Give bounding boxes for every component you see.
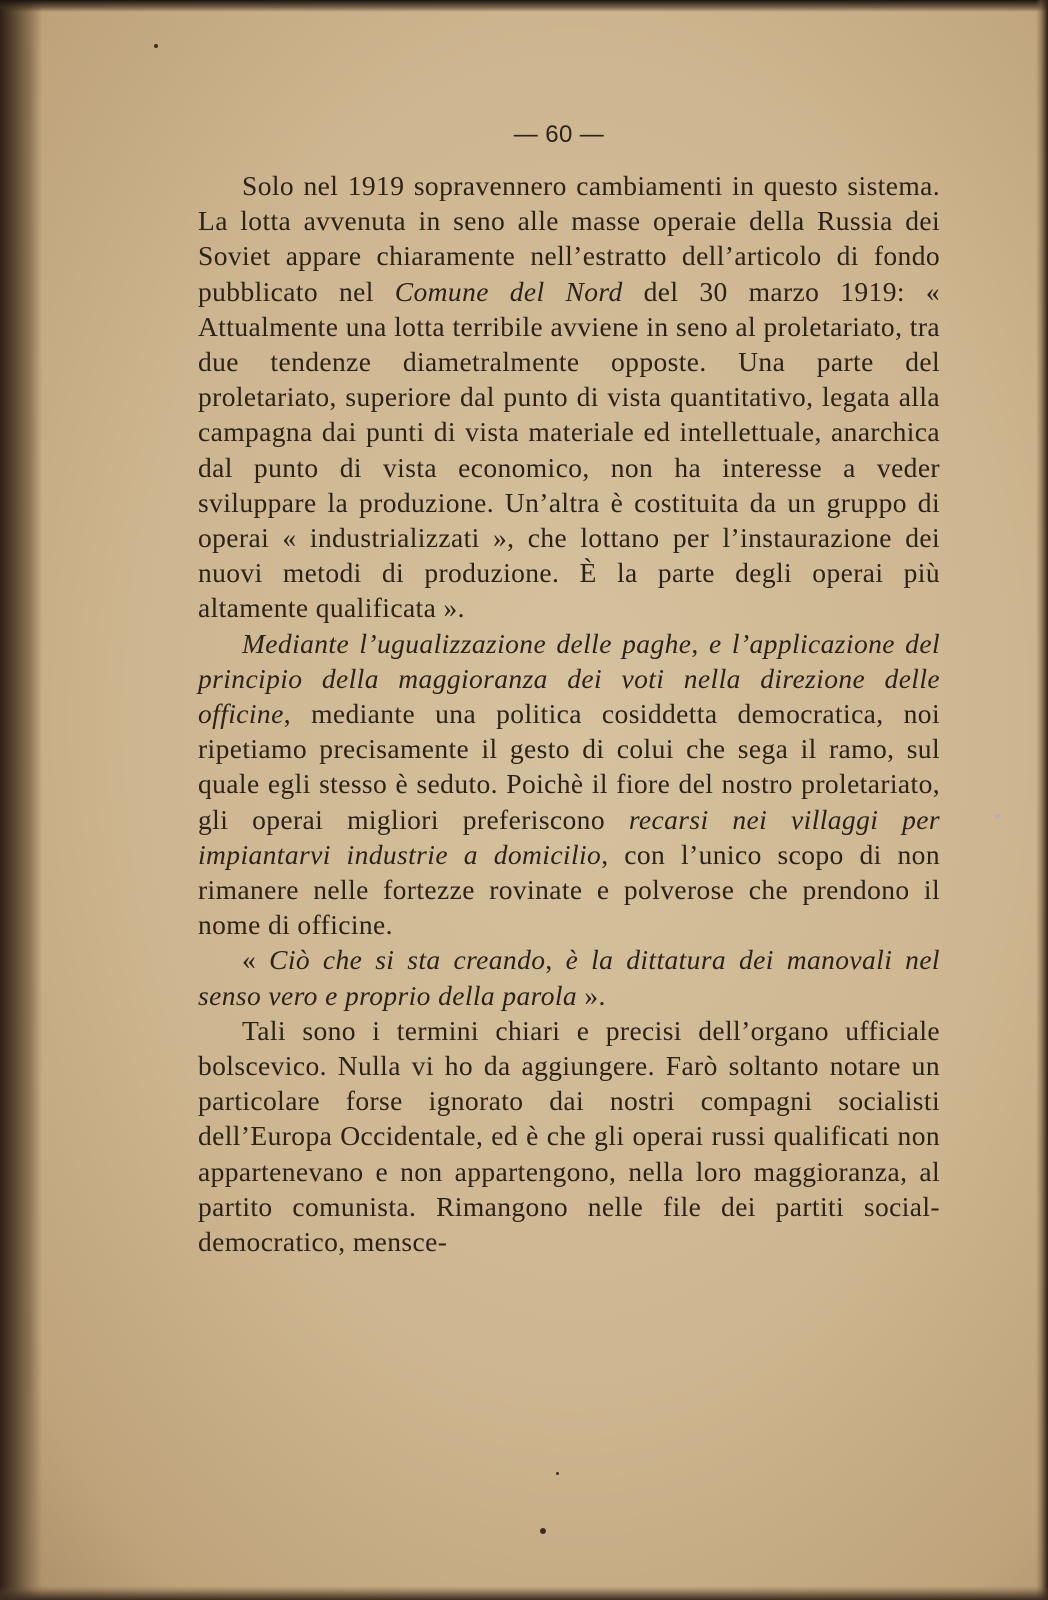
- paragraph-3-quote: [198, 942, 940, 1012]
- paragraph-1: [198, 168, 940, 626]
- text-segment: del 30 marzo 1919: « Attualmente una lotta terribile avviene in seno al proletariato, tra due tendenze diametralmente opposte. Una parte del proletariato, superiore dal punto di vista quantitativo, legata alla campagna dai punti di vista materiale ed intellettuale, anarchica dal punto di vista economico, non ha interesse a veder sviluppare la produzione. Un’altra è costituita da un gruppo di operai « industrializzati », che lottano per l’instaurazione dei nuovi metodi di produzione. È la parte degli operai più altamente qualificata ».: [198, 275, 940, 624]
- paragraph-4: [198, 1013, 940, 1259]
- paper-speck: [154, 44, 158, 48]
- text-segment: «: [242, 944, 270, 976]
- text-segment: , mediante una politica cosiddetta democratica, noi ripetiamo precisamente il gesto di colui che sega il ramo, sul quale egli stesso è seduto. Poichè il fiore del nostro proletariato, gli operai migliori preferiscono: [198, 698, 940, 835]
- page-right-edge: [1036, 0, 1048, 1600]
- paragraph-2: [198, 626, 940, 943]
- paper-speck: [556, 1472, 559, 1475]
- text-segment: ».: [577, 979, 606, 1011]
- text-segment: ,: [545, 944, 566, 976]
- text-segment: ,: [691, 627, 709, 659]
- text-segment-italic: recarsi nei villaggi per impiantarvi industrie a domicilio: [198, 803, 940, 870]
- book-spine-shadow: [0, 0, 42, 1600]
- text-segment-italic: Ciò che si sta creando: [269, 944, 546, 976]
- paper-speck: [995, 814, 1000, 819]
- text-segment-italic: Comune del Nord: [394, 275, 623, 307]
- text-segment-italic: è la dittatura dei manovali nel senso vero e proprio della parola: [198, 944, 940, 1011]
- page-text: [198, 118, 940, 1259]
- page-top-edge: [0, 0, 1048, 12]
- text-segment-italic: e l’applicazione del principio della maggioranza dei voti nella direzione delle officine: [198, 627, 940, 730]
- text-segment: , con l’unico scopo di non rimanere nelle fortezze rovinate e polverose che prendono il nome di officine.: [198, 838, 940, 941]
- paper-speck: [540, 1528, 546, 1534]
- text-segment: Solo nel 1919 sopravennero cambiamenti in questo sistema. La lotta avvenuta in seno alle masse operaie della Russia dei Soviet appare chiaramente nell’estratto dell’articolo di fondo pubblicato nel: [198, 170, 940, 307]
- text-segment: Tali sono i termini chiari e precisi dell’organo ufficiale bolscevico. Nulla vi ho da aggiungere. Farò soltanto notare un particolare forse ignorato dai nostri compagni socialisti dell’Europa Occidentale, ed è che gli operai russi qualificati non appartenevano e non appartengono, nella loro maggioranza, al partito comunista. Rimangono nelle file dei partiti social-democratico, mensce-: [198, 1014, 940, 1258]
- text-segment-italic: Mediante l’ugualizzazione delle paghe: [242, 627, 692, 659]
- page-bottom-edge: [0, 1586, 1048, 1600]
- page-number: — 60 —: [513, 121, 605, 148]
